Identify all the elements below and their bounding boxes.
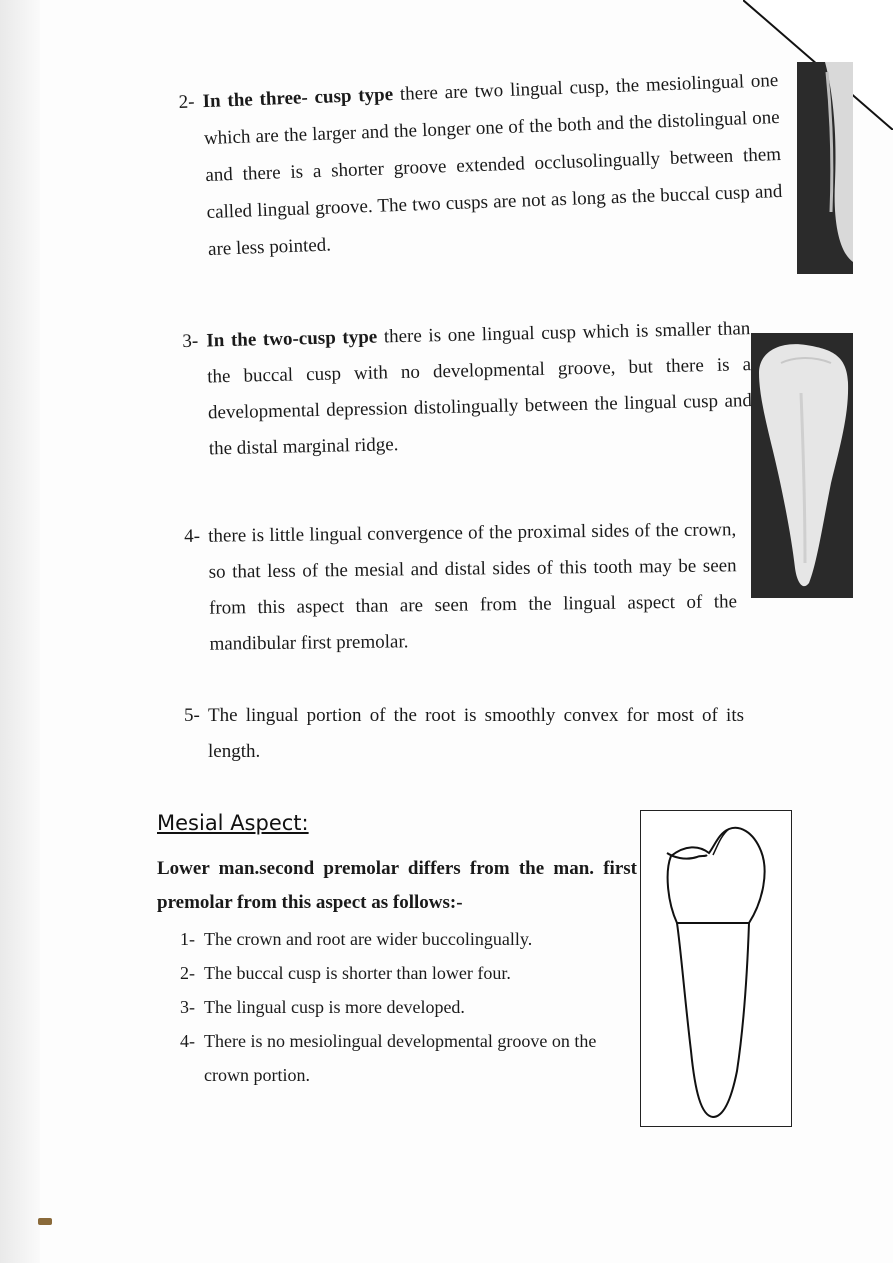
list-item-three-cusp-type [178, 62, 784, 269]
list-item-two-cusp-type [182, 311, 753, 468]
item-text [202, 62, 784, 268]
list-item-lingual-convergence [184, 512, 738, 663]
page-edge-shadow [0, 0, 40, 1263]
item-body: there is little lingual convergence of the proximal sides of the crown, so that less of the mesial and distal sides of this tooth may be seen from this aspect than are seen from the lingual aspect of the mandibular first premolar. [208, 519, 738, 655]
item-lead: In the three- cusp type [202, 84, 394, 113]
item-body: There is no mesiolingual developmental groove on the crown portion. [204, 1031, 597, 1085]
item-number: 2- [180, 963, 195, 983]
item-text [206, 311, 753, 467]
item-number: 3- [182, 330, 199, 352]
list-item [180, 990, 635, 1024]
item-number: 4- [184, 525, 201, 547]
item-body: there is one lingual cusp which is smaller than the buccal cusp with no developmental groove, but there is a developmental depression distolingually between the lingual cusp and the distal marginal ridge. [206, 318, 753, 460]
item-body: The crown and root are wider buccolingually. [204, 929, 533, 949]
item-number: 4- [180, 1031, 195, 1051]
list-item [180, 1024, 635, 1092]
item-text [208, 512, 738, 662]
list-item [180, 922, 635, 956]
item-body: there are two lingual cusp, the mesiolingual one which are the larger and the longer one of the both and the distolingual one and there is a shorter groove extended occlusolingually between them called lingual groove. The two cusps are not as long as the buccal cusp and are less pointed. [203, 70, 783, 261]
mesial-tooth-drawing [640, 810, 792, 1127]
item-number: 1- [180, 929, 195, 949]
item-body: The buccal cusp is shorter than lower four. [204, 963, 511, 983]
list-item-lingual-root [184, 698, 744, 770]
tooth-photo-top [797, 62, 853, 274]
section-heading-mesial-aspect: Mesial Aspect: [157, 811, 309, 835]
list-item [180, 956, 635, 990]
item-number: 5- [184, 705, 200, 726]
mesial-intro-text: Lower man.second premolar differs from the man. first premolar from this aspect as follows:- [157, 858, 637, 913]
page-smudge [38, 1218, 52, 1225]
item-number: 3- [180, 997, 195, 1017]
item-number: 2- [178, 91, 195, 113]
item-text [208, 698, 744, 770]
item-body: The lingual portion of the root is smoothly convex for most of its length. [208, 705, 744, 762]
item-body: The lingual cusp is more developed. [204, 997, 465, 1017]
item-lead: In the two-cusp type [206, 326, 378, 352]
mesial-points-list [180, 922, 635, 1092]
tooth-photo-lingual [751, 333, 853, 598]
